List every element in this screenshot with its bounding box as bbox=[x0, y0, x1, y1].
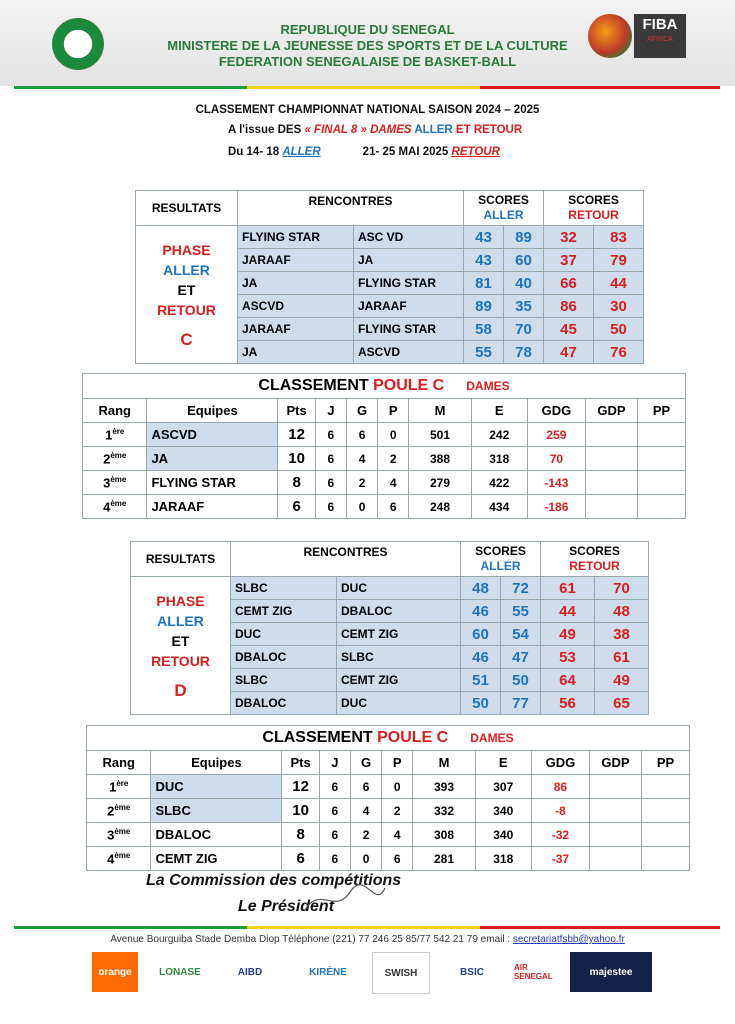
score-aller-away: 55 bbox=[501, 600, 541, 623]
score-aller-away: 70 bbox=[504, 318, 544, 341]
score-retour-away: 70 bbox=[595, 577, 649, 600]
away-team: CEMT ZIG bbox=[337, 623, 461, 646]
rank-number: 2 bbox=[103, 451, 111, 467]
classement-title bbox=[87, 726, 690, 751]
home-team: JARAAF bbox=[238, 318, 354, 341]
score-retour-home: 56 bbox=[541, 692, 595, 715]
rank-suffix: ème bbox=[110, 474, 127, 484]
points: 12 bbox=[282, 775, 319, 799]
score-aller-home: 58 bbox=[464, 318, 504, 341]
rank-cell bbox=[83, 447, 147, 471]
points: 12 bbox=[278, 423, 315, 447]
stat-p: 4 bbox=[378, 471, 409, 495]
stat-g: 6 bbox=[350, 775, 381, 799]
rank-cell bbox=[83, 423, 147, 447]
stat-g: 4 bbox=[350, 799, 381, 823]
results-table-poule-d bbox=[130, 541, 649, 715]
score-retour-home: 53 bbox=[541, 646, 595, 669]
stat-g: 0 bbox=[350, 847, 381, 871]
stat-j: 6 bbox=[319, 799, 350, 823]
score-retour-home: 61 bbox=[541, 577, 595, 600]
stat-e: 318 bbox=[471, 447, 527, 471]
points: 8 bbox=[282, 823, 319, 847]
stat-m: 388 bbox=[409, 447, 471, 471]
score-retour-home: 66 bbox=[544, 272, 594, 295]
phase-cell bbox=[136, 226, 238, 364]
home-team: JARAAF bbox=[238, 249, 354, 272]
column-header: GDG bbox=[527, 399, 585, 423]
rank-cell bbox=[87, 799, 151, 823]
points: 6 bbox=[282, 847, 319, 871]
rank-number: 4 bbox=[107, 851, 115, 867]
home-team: JA bbox=[238, 272, 354, 295]
subtitle-final8: « FINAL 8 » DAMES bbox=[304, 124, 412, 136]
header-line-1: REPUBLIQUE DU SENEGAL bbox=[280, 22, 455, 37]
away-team: DUC bbox=[337, 577, 461, 600]
away-team: ASCVD bbox=[354, 341, 464, 364]
dames-label: DAMES bbox=[470, 731, 514, 745]
stat-pp bbox=[641, 847, 689, 871]
resultats-header: RESULTATS bbox=[131, 542, 231, 577]
stat-gdp bbox=[590, 799, 642, 823]
column-header: M bbox=[409, 399, 471, 423]
stat-e: 340 bbox=[475, 799, 531, 823]
standings-row bbox=[87, 847, 690, 871]
column-header: GDP bbox=[590, 751, 642, 775]
match-row bbox=[136, 226, 644, 249]
team-name: JA bbox=[147, 447, 278, 471]
classement-label: CLASSEMENT bbox=[262, 729, 373, 746]
score-retour-away: 76 bbox=[594, 341, 644, 364]
spacer bbox=[135, 671, 226, 681]
score-aller-away: 47 bbox=[501, 646, 541, 669]
score-aller-home: 55 bbox=[464, 341, 504, 364]
stat-e: 434 bbox=[471, 495, 527, 519]
retour-label: RETOUR bbox=[151, 652, 210, 669]
aller-label: ALLER bbox=[480, 559, 521, 573]
score-retour-away: 83 bbox=[594, 226, 644, 249]
home-team: JA bbox=[238, 341, 354, 364]
rank-suffix: ème bbox=[114, 802, 131, 812]
score-aller-away: 54 bbox=[501, 623, 541, 646]
scores-aller-header bbox=[461, 542, 541, 577]
signature-line-1: La Commission des compétitions bbox=[146, 872, 402, 889]
column-header: J bbox=[319, 751, 350, 775]
team-name: DBALOC bbox=[151, 823, 282, 847]
team-name: DUC bbox=[151, 775, 282, 799]
rank-suffix: ème bbox=[110, 450, 127, 460]
stat-gdp bbox=[590, 823, 642, 847]
date-aller: ALLER bbox=[282, 146, 321, 158]
column-header: Pts bbox=[278, 399, 315, 423]
header-line-2: MINISTERE DE LA JEUNESSE DES SPORTS ET DE LA CULTURE bbox=[167, 38, 568, 53]
score-aller-home: 48 bbox=[461, 577, 501, 600]
et-label: ET bbox=[177, 281, 196, 298]
home-team: SLBC bbox=[231, 577, 337, 600]
classement-label: CLASSEMENT bbox=[258, 377, 369, 394]
scores-aller-header bbox=[464, 191, 544, 226]
rencontres-header: RENCONTRES bbox=[238, 191, 464, 226]
stat-e: 422 bbox=[471, 471, 527, 495]
score-retour-home: 49 bbox=[541, 623, 595, 646]
rank-number: 3 bbox=[103, 475, 111, 491]
subtitle-line-1 bbox=[228, 124, 628, 136]
retour-label: RETOUR bbox=[569, 559, 620, 573]
column-header: GDG bbox=[531, 751, 589, 775]
page-title: CLASSEMENT CHAMPIONNAT NATIONAL SAISON 2024 – 2025 bbox=[195, 104, 540, 116]
date-retour-label: 21- 25 MAI 2025 bbox=[362, 146, 452, 158]
score-aller-away: 35 bbox=[504, 295, 544, 318]
standings-row bbox=[87, 823, 690, 847]
date-aller-label: Du 14- 18 bbox=[228, 146, 283, 158]
standings-row bbox=[83, 423, 686, 447]
home-team: ASCVD bbox=[238, 295, 354, 318]
score-aller-home: 50 bbox=[461, 692, 501, 715]
poule-label: POULE C bbox=[373, 377, 445, 394]
score-retour-away: 61 bbox=[595, 646, 649, 669]
email-link[interactable]: secretariatfsbb@yahoo.fr bbox=[512, 934, 625, 945]
scores-label: SCORES bbox=[475, 544, 526, 558]
score-aller-home: 43 bbox=[464, 249, 504, 272]
date-retour: RETOUR bbox=[451, 146, 500, 158]
scores-retour-header bbox=[541, 542, 649, 577]
score-aller-away: 78 bbox=[504, 341, 544, 364]
phase-label: PHASE bbox=[162, 241, 211, 258]
column-header: Equipes bbox=[151, 751, 282, 775]
signature-scribble bbox=[300, 880, 390, 920]
fiba-text: FIBA bbox=[642, 16, 678, 33]
score-retour-away: 44 bbox=[594, 272, 644, 295]
subtitle-aller: ALLER bbox=[411, 124, 453, 136]
poule-label: POULE C bbox=[377, 729, 449, 746]
team-name: CEMT ZIG bbox=[151, 847, 282, 871]
home-team: DBALOC bbox=[231, 692, 337, 715]
points: 10 bbox=[278, 447, 315, 471]
dames-label: DAMES bbox=[466, 379, 510, 393]
sponsor-majestee: majestee bbox=[570, 952, 652, 992]
score-retour-away: 30 bbox=[594, 295, 644, 318]
stat-m: 248 bbox=[409, 495, 471, 519]
scores-label: SCORES bbox=[568, 193, 619, 207]
stat-p: 2 bbox=[378, 447, 409, 471]
header-line-3: FEDERATION SENEGALAISE DE BASKET-BALL bbox=[218, 54, 517, 69]
subtitle-part: A l'issue DES bbox=[228, 124, 305, 136]
stat-gdp bbox=[586, 471, 638, 495]
score-retour-home: 86 bbox=[544, 295, 594, 318]
score-aller-away: 77 bbox=[501, 692, 541, 715]
sponsor-aibd: AIBD bbox=[237, 966, 263, 978]
poule-letter: C bbox=[180, 329, 193, 349]
sponsor-swish: SWISH bbox=[372, 952, 430, 994]
score-aller-away: 40 bbox=[504, 272, 544, 295]
stat-pp bbox=[641, 823, 689, 847]
sponsor-air-senegal: AIR SENEGAL bbox=[514, 963, 553, 981]
points: 8 bbox=[278, 471, 315, 495]
score-retour-home: 45 bbox=[544, 318, 594, 341]
rank-cell bbox=[87, 823, 151, 847]
rank-number: 4 bbox=[103, 499, 111, 515]
stat-gdg: 70 bbox=[527, 447, 585, 471]
phase-label: PHASE bbox=[156, 592, 205, 609]
column-header: P bbox=[382, 751, 413, 775]
score-aller-home: 46 bbox=[461, 646, 501, 669]
subtitle-line-2 bbox=[228, 146, 628, 158]
score-aller-home: 43 bbox=[464, 226, 504, 249]
stat-p: 6 bbox=[378, 495, 409, 519]
away-team: DBALOC bbox=[337, 600, 461, 623]
stat-p: 0 bbox=[378, 423, 409, 447]
away-team: JARAAF bbox=[354, 295, 464, 318]
stat-j: 6 bbox=[315, 423, 346, 447]
column-header: E bbox=[475, 751, 531, 775]
score-aller-away: 60 bbox=[504, 249, 544, 272]
home-team: DUC bbox=[231, 623, 337, 646]
signature-line-2: Le Président bbox=[238, 898, 335, 915]
team-name: JARAAF bbox=[147, 495, 278, 519]
classement-title bbox=[83, 374, 686, 399]
scores-label: SCORES bbox=[478, 193, 529, 207]
rank-suffix: ère bbox=[116, 778, 129, 788]
stat-gdp bbox=[586, 495, 638, 519]
score-retour-home: 32 bbox=[544, 226, 594, 249]
score-retour-home: 37 bbox=[544, 249, 594, 272]
column-header: Pts bbox=[282, 751, 319, 775]
score-aller-home: 89 bbox=[464, 295, 504, 318]
stat-gdp bbox=[590, 847, 642, 871]
away-team: FLYING STAR bbox=[354, 272, 464, 295]
retour-label: RETOUR bbox=[568, 208, 619, 222]
score-retour-away: 50 bbox=[594, 318, 644, 341]
column-header: Equipes bbox=[147, 399, 278, 423]
column-header: J bbox=[315, 399, 346, 423]
score-aller-away: 72 bbox=[501, 577, 541, 600]
stat-gdg: -8 bbox=[531, 799, 589, 823]
subtitle-retour: ET RETOUR bbox=[452, 124, 523, 136]
stat-m: 393 bbox=[413, 775, 475, 799]
footer-address bbox=[0, 934, 735, 945]
rank-number: 1 bbox=[105, 427, 113, 443]
sponsor-orange: orange bbox=[92, 952, 138, 992]
stat-p: 2 bbox=[382, 799, 413, 823]
rank-cell bbox=[83, 495, 147, 519]
score-retour-away: 48 bbox=[595, 600, 649, 623]
away-team: FLYING STAR bbox=[354, 318, 464, 341]
sponsor-bsic: BSIC bbox=[460, 966, 484, 978]
standings-row bbox=[83, 447, 686, 471]
stat-gdg: 259 bbox=[527, 423, 585, 447]
team-name: SLBC bbox=[151, 799, 282, 823]
stat-m: 332 bbox=[413, 799, 475, 823]
stat-g: 2 bbox=[350, 823, 381, 847]
score-retour-home: 64 bbox=[541, 669, 595, 692]
score-aller-away: 50 bbox=[501, 669, 541, 692]
score-retour-away: 49 bbox=[595, 669, 649, 692]
rank-suffix: ère bbox=[112, 426, 125, 436]
flag-stripe bbox=[14, 86, 720, 89]
stat-pp bbox=[637, 471, 685, 495]
stat-gdg: -186 bbox=[527, 495, 585, 519]
fiba-africa-logo bbox=[588, 14, 686, 58]
standings-row bbox=[83, 471, 686, 495]
stat-g: 0 bbox=[346, 495, 377, 519]
footer-flag-stripe bbox=[14, 926, 720, 929]
stat-e: 340 bbox=[475, 823, 531, 847]
scores-label: SCORES bbox=[569, 544, 620, 558]
standings-table-poule-d bbox=[86, 725, 690, 871]
team-name: ASCVD bbox=[147, 423, 278, 447]
stat-pp bbox=[641, 775, 689, 799]
home-team: DBALOC bbox=[231, 646, 337, 669]
rank-suffix: ème bbox=[110, 498, 127, 508]
fiba-africa-text: AFRICA bbox=[647, 36, 673, 43]
stat-m: 281 bbox=[413, 847, 475, 871]
rank-cell bbox=[87, 775, 151, 799]
standings-row bbox=[87, 775, 690, 799]
stat-p: 4 bbox=[382, 823, 413, 847]
score-retour-home: 44 bbox=[541, 600, 595, 623]
column-header: GDP bbox=[586, 399, 638, 423]
stat-j: 6 bbox=[315, 447, 346, 471]
column-header: PP bbox=[641, 751, 689, 775]
column-header: P bbox=[378, 399, 409, 423]
home-team: FLYING STAR bbox=[238, 226, 354, 249]
stat-p: 6 bbox=[382, 847, 413, 871]
stat-p: 0 bbox=[382, 775, 413, 799]
stat-e: 318 bbox=[475, 847, 531, 871]
rencontres-header: RENCONTRES bbox=[231, 542, 461, 577]
stat-g: 6 bbox=[346, 423, 377, 447]
sponsor-lonase: LONASE bbox=[159, 966, 201, 978]
stat-m: 501 bbox=[409, 423, 471, 447]
stat-g: 2 bbox=[346, 471, 377, 495]
standings-row bbox=[87, 799, 690, 823]
column-header: PP bbox=[637, 399, 685, 423]
rank-number: 3 bbox=[107, 827, 115, 843]
rank-suffix: ème bbox=[114, 850, 131, 860]
column-header: M bbox=[413, 751, 475, 775]
stat-pp bbox=[637, 495, 685, 519]
stat-gdg: -32 bbox=[531, 823, 589, 847]
away-team: DUC bbox=[337, 692, 461, 715]
score-aller-home: 51 bbox=[461, 669, 501, 692]
rank-number: 2 bbox=[107, 803, 115, 819]
rank-suffix: ème bbox=[114, 826, 131, 836]
poule-letter: D bbox=[174, 680, 187, 700]
score-retour-away: 79 bbox=[594, 249, 644, 272]
stat-j: 6 bbox=[319, 775, 350, 799]
home-team: SLBC bbox=[231, 669, 337, 692]
aller-label: ALLER bbox=[157, 612, 204, 629]
stat-gdp bbox=[586, 447, 638, 471]
spacer bbox=[140, 320, 233, 330]
stat-gdg: -37 bbox=[531, 847, 589, 871]
phase-cell bbox=[131, 577, 231, 715]
column-header: G bbox=[350, 751, 381, 775]
aller-label: ALLER bbox=[483, 208, 524, 222]
address-text: Avenue Bourguiba Stade Demba Diop Téléphone (221) 77 246 25 85/77 542 21 79 email : bbox=[110, 934, 513, 945]
results-table-poule-c bbox=[135, 190, 644, 364]
points: 6 bbox=[278, 495, 315, 519]
points: 10 bbox=[282, 799, 319, 823]
stat-m: 308 bbox=[413, 823, 475, 847]
score-retour-home: 47 bbox=[544, 341, 594, 364]
score-aller-home: 60 bbox=[461, 623, 501, 646]
stat-e: 242 bbox=[471, 423, 527, 447]
rank-cell bbox=[87, 847, 151, 871]
stat-gdg: 86 bbox=[531, 775, 589, 799]
stat-m: 279 bbox=[409, 471, 471, 495]
score-aller-home: 81 bbox=[464, 272, 504, 295]
stat-gdg: -143 bbox=[527, 471, 585, 495]
stat-gdp bbox=[590, 775, 642, 799]
retour-label: RETOUR bbox=[157, 301, 216, 318]
match-row bbox=[131, 577, 649, 600]
away-team: SLBC bbox=[337, 646, 461, 669]
rank-cell bbox=[83, 471, 147, 495]
stat-gdp bbox=[586, 423, 638, 447]
away-team: CEMT ZIG bbox=[337, 669, 461, 692]
column-header: G bbox=[346, 399, 377, 423]
score-aller-home: 46 bbox=[461, 600, 501, 623]
stat-pp bbox=[637, 423, 685, 447]
stat-pp bbox=[637, 447, 685, 471]
standings-table-poule-c bbox=[82, 373, 686, 519]
away-team: ASC VD bbox=[354, 226, 464, 249]
home-team: CEMT ZIG bbox=[231, 600, 337, 623]
stat-pp bbox=[641, 799, 689, 823]
stat-e: 307 bbox=[475, 775, 531, 799]
stat-g: 4 bbox=[346, 447, 377, 471]
resultats-header: RESULTATS bbox=[136, 191, 238, 226]
score-retour-away: 65 bbox=[595, 692, 649, 715]
scores-retour-header bbox=[544, 191, 644, 226]
away-team: JA bbox=[354, 249, 464, 272]
standings-row bbox=[83, 495, 686, 519]
sponsor-kirene: KIRÈNE bbox=[309, 966, 347, 978]
column-header: E bbox=[471, 399, 527, 423]
column-header: Rang bbox=[83, 399, 147, 423]
stat-j: 6 bbox=[315, 471, 346, 495]
standings-header-row bbox=[87, 751, 690, 775]
aller-label: ALLER bbox=[163, 261, 210, 278]
score-aller-away: 89 bbox=[504, 226, 544, 249]
stat-j: 6 bbox=[319, 823, 350, 847]
rank-number: 1 bbox=[109, 779, 117, 795]
stat-j: 6 bbox=[315, 495, 346, 519]
stat-j: 6 bbox=[319, 847, 350, 871]
score-retour-away: 38 bbox=[595, 623, 649, 646]
team-name: FLYING STAR bbox=[147, 471, 278, 495]
column-header: Rang bbox=[87, 751, 151, 775]
standings-header-row bbox=[83, 399, 686, 423]
et-label: ET bbox=[171, 632, 190, 649]
